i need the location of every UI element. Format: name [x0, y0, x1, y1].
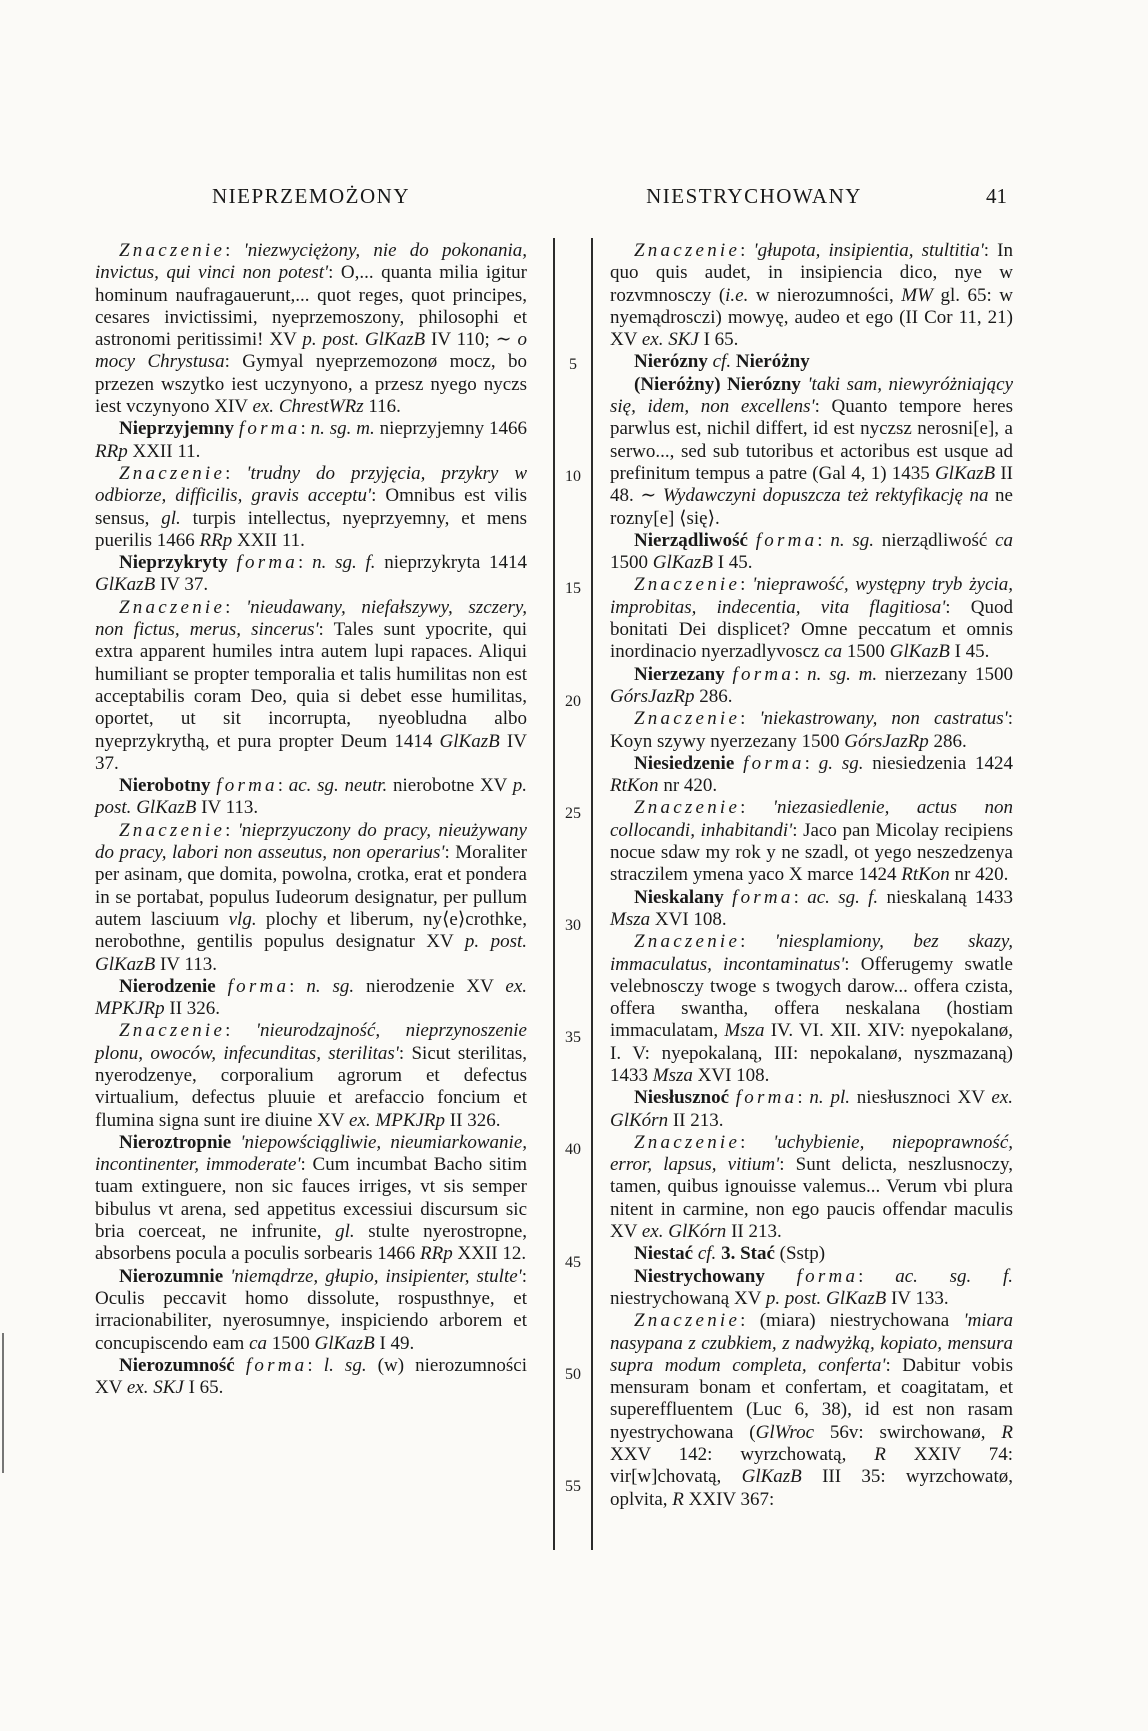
running-head-left: NIEPRZEMOŻONY	[212, 184, 410, 208]
entry-paragraph: Znaczenie: 'nieurodzajność, nieprzynoszenie plonu, owoców, infecunditas, sterilitas': Sicut sterilitas, nyerodzenye, corporalium agrorum et defectus virtualium, defectus pluuie et arefaccio foncium et flumina signa sunt ire diuine XV ex. MPKJRp II 326.	[95, 1020, 527, 1131]
running-head-right: NIESTRYCHOWANY	[646, 184, 862, 208]
line-number: 40	[565, 1141, 581, 1158]
entry-paragraph: Znaczenie: 'nieudawany, niefałszywy, szczery, non fictus, merus, sincerus': Tales sunt ypocrite, qui extra apparent humiles intra autem lupi rapaces. Aliqui humiliant se propter temporalia et talis humilitas non est acceptabilis coram Deo, quia si debet esse humilitas, oportet, ut sit incorrupta, nyeobludna albo nyeprzykrythą, et pura propter Deum 1414 GlKazB IV 37.	[95, 596, 527, 774]
entry-paragraph: Nierządliwość forma: n. sg. nierządliwość ca 1500 GlKazB I 45.	[610, 529, 1013, 574]
entry-paragraph: Nierozumność forma: l. sg. (w) nierozumności XV ex. SKJ I 65.	[95, 1354, 528, 1399]
line-number: 10	[565, 468, 581, 485]
entry-paragraph: Nierozumnie 'niemądrze, głupio, insipienter, stulte': Oculis peccavit homo dissolute, rospusthnye, et irracionabiliter, nyerosumnye, inspiciendo arborem et concupiscendo eam ca 1500 GlKazB I 49.	[95, 1265, 528, 1354]
line-number: 20	[565, 693, 581, 710]
line-number: 45	[565, 1254, 581, 1271]
scan-artifact-line	[2, 1333, 4, 1473]
entry-paragraph: Znaczenie: 'niekastrowany, non castratus': Koyn szywy nyerzezany 1500 GórsJazRp 286.	[610, 708, 1013, 752]
column-left	[95, 240, 527, 1399]
entry-paragraph: Nierobotny forma: ac. sg. neutr. nierobotne XV p. post. GlKazB IV 113.	[95, 775, 528, 819]
entry-paragraph: (Nieróżny) Nierózny 'taki sam, niewyróżniający się, idem, non excellens': Quanto tempore heres parwlus est, nichil differt, id est nyczsz nerosni[e], a serwo..., sed sub tutoribus et actoribus est usque ad prefinitum tempus a patre (Gal 4, 1) 1435 GlKazB II 48. ∼ Wydawczyni dopuszcza też rektyfikację na ne rozny[e] ⟨się⟩.	[610, 373, 1014, 529]
entry-paragraph: Nierodzenie forma: n. sg. nierodzenie XV ex. MPKJRp II 326.	[95, 975, 528, 1020]
line-number: 5	[569, 356, 577, 373]
line-number: 30	[565, 917, 581, 934]
line-number: 50	[565, 1366, 581, 1383]
entry-paragraph: Nieprzykryty forma: n. sg. f. nieprzykryta 1414 GlKazB IV 37.	[95, 552, 528, 596]
entry-paragraph: Znaczenie: 'trudny do przyjęcia, przykry w odbiorze, difficilis, gravis acceptu': Omnibus est vilis sensus, gl. turpis intellectus, nyeprzyemny, et mens puerilis 1466 RRp XXII 11.	[95, 462, 528, 551]
entry-paragraph: Nieroztropnie 'niepowściągliwie, nieumiarkowanie, incontinenter, immoderate': Cum incumbat Bacho sitim tuam extinguere, non sic fauces irriges, vt sis semper bibulus vt arena, sed appetitus excessiui discursum sic bria coerceat, ne infrunite, gl. stulte nyerostropne, absorbens pocula a poculis sorbearis 1466 RRp XXII 12.	[95, 1131, 528, 1265]
entry-paragraph: Znaczenie: 'niezwyciężony, nie do pokonania, invictus, qui vinci non potest': O,... quanta milia igitur hominum naufragauerunt,... quot reges, quot principes, cesares invictissimi, nyeprzemoszony, philosophi et astronomi peritissimi! XV p. post. GlKazB IV 110; ∼ o mocy Chrystusa: Gymyal nyeprzemozonø mocz, bo przezen wszytko iest uczynyono, a przesz nyego nyczs iest vczynyono XIV ex. ChrestWRz 116.	[95, 240, 528, 418]
page-number: 41	[986, 184, 1007, 208]
entry-paragraph: Nierózny cf. Nieróżny	[634, 351, 810, 373]
entry-paragraph: Nierzezany forma: n. sg. m. nierzezany 1500 GórsJazRp 286.	[610, 663, 1013, 707]
entry-paragraph: Znaczenie: 'uchybienie, niepoprawność, error, lapsus, vitium': Sunt delicta, neszlusnoczy, tamen, quibus ignouisse valemus... Verum vbi plura nitent in carmine, non ego paucis offendar maculis XV ex. GlKórn II 213.	[610, 1131, 1014, 1243]
entry-paragraph: Nieskalany forma: ac. sg. f. nieskalaną 1433 Msza XVI 108.	[610, 886, 1013, 930]
entry-paragraph: Nieprzyjemny forma: n. sg. m. nieprzyjemny 1466 RRp XXII 11.	[95, 418, 528, 462]
entry-paragraph: Znaczenie: 'nieprawość, występny tryb życia, improbitas, indecentia, vita flagitiosa': Quod bonitati Dei displicet? Omne peccatum et omnis inordinacio nyerzadlyvoscz ca 1500 GlKazB I 45.	[610, 574, 1014, 663]
line-number: 35	[565, 1029, 581, 1046]
line-number-gutter	[553, 0, 593, 1731]
line-number: 55	[565, 1478, 581, 1495]
entry-paragraph: Znaczenie: 'głupota, insipientia, stultitia': In quo quis audet, in insipiencia dico, nye w rozvmnosczy (i.e. w nierozumności, MW gl. 65: w nyemądrosczi) mowyę, audeo et ego (II Cor 11, 21) XV ex. SKJ I 65.	[610, 240, 1014, 351]
entry-paragraph: Znaczenie: 'niezasiedlenie, actus non collocandi, inhabitandi': Jaco pan Micolay recipiens nocue sdaw my rok y ne szadl, ot yego neszedzenya straczilem ymena yaco X marce 1424 RtKon nr 420.	[610, 797, 1013, 886]
entry-paragraph: Niestać cf. 3. Stać (Sstp)	[634, 1243, 826, 1265]
line-number: 15	[565, 580, 581, 597]
line-number: 25	[565, 805, 581, 822]
entry-paragraph: Znaczenie: 'nieprzyuczony do pracy, nieużywany do pracy, labori non asseutus, non operarius': Moraliter per asinam, que domita, powolna, crotka, erat et pondera in se portabat, populus Iudeorum designatur, per pullum autem lasciuum vlg. plochy et liberum, ny⟨e⟩crothke, nerobothne, gentilis populus designatur XV p. post. GlKazB IV 113.	[95, 819, 528, 975]
entry-paragraph: Niestrychowany forma: ac. sg. f. niestrychowaną XV p. post. GlKazB IV 133.	[610, 1265, 1014, 1309]
column-right	[610, 240, 1013, 1511]
entry-paragraph: Znaczenie: 'niesplamiony, bez skazy, immaculatus, incontaminatus': Offerugemy swatle velebnosczy twoge s twogych darow... offera czista, offera swantha, offera neskalana (hostiam immaculatam, Msza IV. VI. XII. XIV: nyepokalanø, I. V: nyepokalaną, III: nepokalanø, nyszmazaną) 1433 Msza XVI 108.	[610, 931, 1013, 1086]
entry-paragraph: Niesłusznoć forma: n. pl. niesłusznoci XV ex. GlKórn II 213.	[610, 1087, 1014, 1131]
entry-paragraph: Znaczenie: (miara) niestrychowana 'miara nasypana z czubkiem, z nadwyżką, kopiato, mensura supra modum completa, conferta': Dabitur vobis mensuram bonam et confertam, et coagitatam, et supereffluentem (Luc 6, 38), id est non rasam nyestrychowana (GlWroc 56v: swirchowanø, R XXV 142: wyrzchowatą, R XXIV 74: vir[w]chovatą, GlKazB III 35: wyrzchowatø, oplvita, R XXIV 367:	[610, 1310, 1014, 1510]
entry-paragraph: Niesiedzenie forma: g. sg. niesiedzenia 1424 RtKon nr 420.	[610, 752, 1014, 797]
